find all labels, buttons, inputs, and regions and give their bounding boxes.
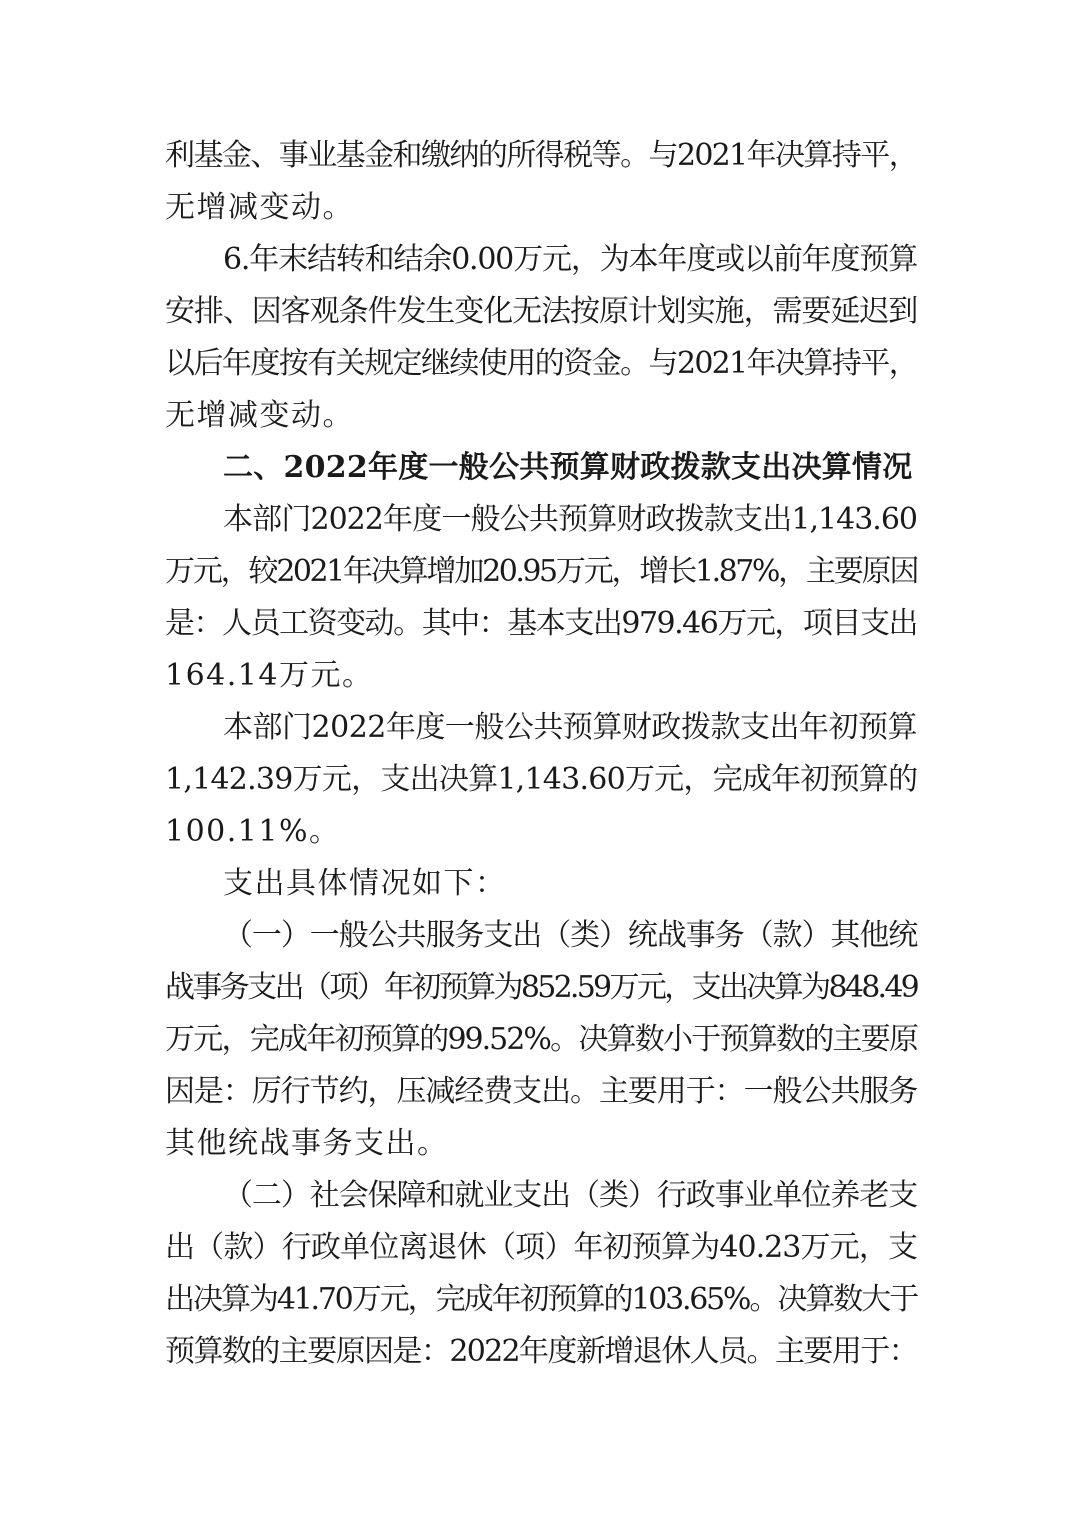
paragraph-item-one xyxy=(165,910,917,1170)
text-line: 6.年末结转和结余0.00万元，为本年度或以前年度预算 xyxy=(223,242,917,277)
text-line: 以后年度按有关规定继续使用的资金。与2021年决算持平， xyxy=(165,346,917,381)
text-line: 支出具体情况如下： xyxy=(223,866,507,901)
heading-line: 二、2022年度一般公共预算财政拨款支出决算情况 xyxy=(223,450,913,485)
document-page xyxy=(165,130,917,1378)
paragraph-budget-completion xyxy=(165,702,917,858)
text-line: 出（款）行政单位离退休（项）年初预算为40.23万元，支 xyxy=(165,1230,917,1265)
paragraph-continuation xyxy=(165,130,917,234)
text-line: 无增减变动。 xyxy=(165,398,354,433)
section-heading xyxy=(165,442,917,494)
text-line: 本部门2022年度一般公共预算财政拨款支出年初预算 xyxy=(223,710,917,745)
text-line: （一）一般公共服务支出（类）统战事务（款）其他统 xyxy=(223,918,917,953)
text-line: 是：人员工资变动。其中：基本支出979.46万元，项目支出 xyxy=(165,606,917,641)
paragraph-expenditure-summary xyxy=(165,494,917,702)
text-line: 利基金、事业基金和缴纳的所得税等。与2021年决算持平， xyxy=(165,138,917,173)
text-line: 出决算为41.70万元，完成年初预算的103.65%。决算数大于 xyxy=(165,1282,917,1317)
text-line: 164.14万元。 xyxy=(165,658,374,693)
text-line: 安排、因客观条件发生变化无法按原计划实施，需要延迟到 xyxy=(165,294,917,329)
paragraph-item-two xyxy=(165,1170,917,1378)
text-line: 本部门2022年度一般公共预算财政拨款支出1,143.60 xyxy=(223,502,917,537)
paragraph-carryover xyxy=(165,234,917,442)
paragraph-details-intro xyxy=(165,858,917,910)
text-line: 万元，较2021年决算增加20.95万元，增长1.87%，主要原因 xyxy=(165,554,917,589)
text-line: 1,142.39万元，支出决算1,143.60万元，完成年初预算的 xyxy=(165,762,918,797)
text-line: 战事务支出（项）年初预算为852.59万元，支出决算为848.49 xyxy=(165,970,917,1005)
text-line: 预算数的主要原因是：2022年度新增退休人员。主要用于： xyxy=(165,1334,917,1369)
text-line: 无增减变动。 xyxy=(165,190,354,225)
text-line: 万元，完成年初预算的99.52%。决算数小于预算数的主要原 xyxy=(165,1022,917,1057)
text-line: 100.11%。 xyxy=(165,814,341,849)
text-line: 其他统战事务支出。 xyxy=(165,1126,449,1161)
text-line: 因是：厉行节约，压减经费支出。主要用于：一般公共服务 xyxy=(165,1074,917,1109)
text-line: （二）社会保障和就业支出（类）行政事业单位养老支 xyxy=(223,1178,917,1213)
